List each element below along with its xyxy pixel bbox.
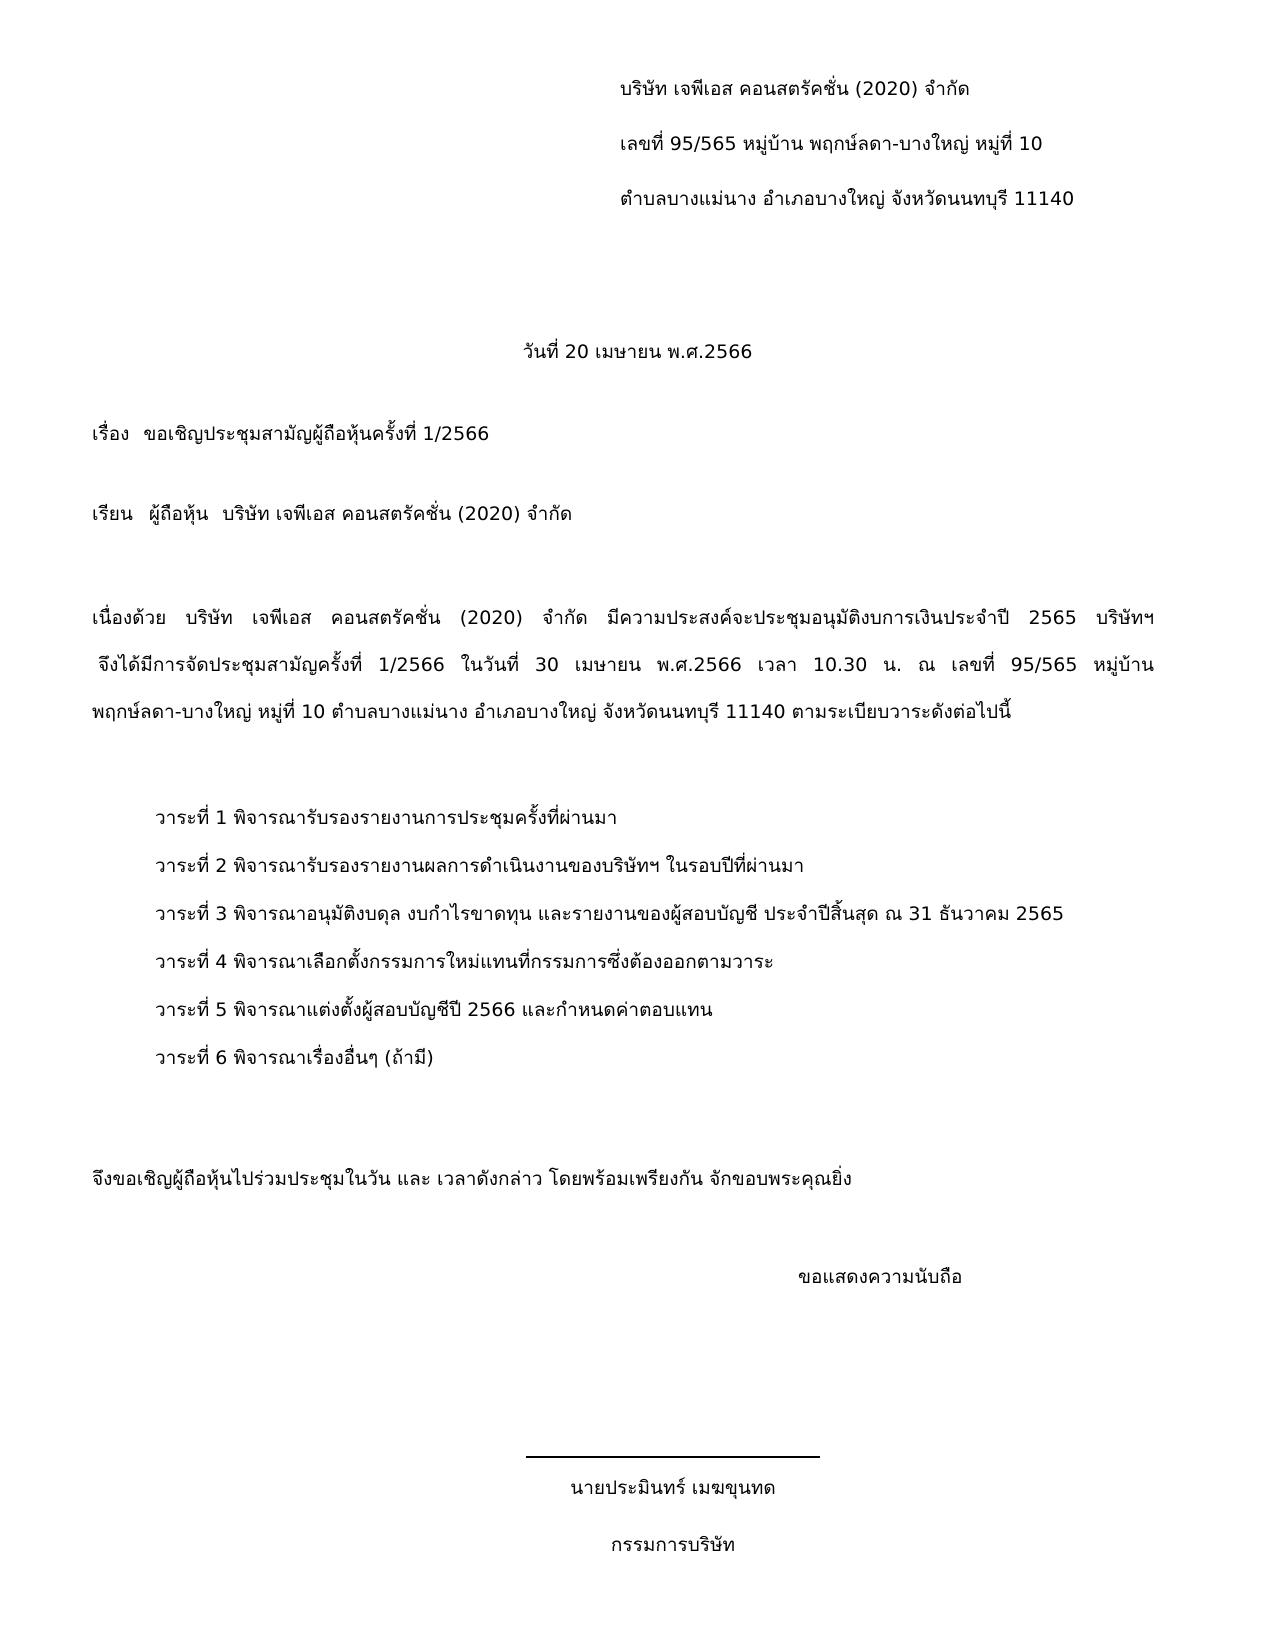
recipient-to: ผู้ถือหุ้น <box>148 503 209 525</box>
closing-sentence: จึงขอเชิญผู้ถือหุ้นไปร่วมประชุมในวัน และ เวลาดังกล่าว โดยพร้อมเพรียงกัน จักขอบพระคุณยิ่ง <box>92 1168 852 1190</box>
agenda-item-5: วาระที่ 5 พิจารณาแต่งตั้งผู้สอบบัญชีปี 2566 และกำหนดค่าตอบแทน <box>155 999 713 1021</box>
agenda-item-3: วาระที่ 3 พิจารณาอนุมัติงบดุล งบกำไรขาดทุน และรายงานของผู้สอบบัญชี ประจำปีสิ้นสุด ณ 31 ธันวาคม 2565 <box>155 903 1065 925</box>
letter-date: วันที่ 20 เมษายน พ.ศ.2566 <box>522 341 753 363</box>
agenda-list <box>155 807 1064 1095</box>
subject-label: เรื่อง <box>92 423 130 445</box>
subject-line <box>92 423 489 446</box>
agenda-item-4: วาระที่ 4 พิจารณาเลือกตั้งกรรมการใหม่แทนที่กรรมการซึ่งต้องออกตามวาระ <box>155 951 774 973</box>
agenda-item-2: วาระที่ 2 พิจารณารับรองรายงานผลการดำเนินงานของบริษัทฯ ในรอบปีที่ผ่านมา <box>155 855 805 877</box>
subject-text: ขอเชิญประชุมสามัญผู้ถือหุ้นครั้งที่ 1/2566 <box>143 423 490 445</box>
body-line-2: จึงได้มีการจัดประชุมสามัญครั้งที่ 1/2566 ในวันที่ 30 เมษายน พ.ศ.2566 เวลา 10.30 น. ณ เลขที่ 95/565 หมู่บ้าน <box>98 654 1154 676</box>
body-line-3: พฤกษ์ลดา-บางใหญ่ หมู่ที่ 10 ตำบลบางแม่นาง อำเภอบางใหญ่ จังหวัดนนทบุรี 11140 ตามระเบียบวาระดังต่อไปนี้ <box>92 701 1012 723</box>
sender-company: บริษัท เจพีเอส คอนสตรัคชั่น (2020) จำกัด <box>620 78 970 100</box>
recipient-line <box>92 503 572 526</box>
signature-line <box>526 1456 820 1458</box>
body-paragraph <box>92 607 1154 748</box>
recipient-company: บริษัท เจพีเอส คอนสตรัคชั่น (2020) จำกัด <box>222 503 573 525</box>
agenda-item-1: วาระที่ 1 พิจารณารับรองรายงานการประชุมครั้งที่ผ่านมา <box>155 807 618 829</box>
signatory-name: นายประมินทร์ เมฆขุนทด <box>570 1477 776 1499</box>
agenda-item-6: วาระที่ 6 พิจารณาเรื่องอื่นๆ (ถ้ามี) <box>155 1047 434 1069</box>
recipient-label: เรียน <box>92 503 133 525</box>
body-line-1: เนื่องด้วย บริษัท เจพีเอส คอนสตรัคชั่น (2020) จำกัด มีความประสงค์จะประชุมอนุมัติงบการเงินประจำปี 2565 บริษัทฯ <box>92 607 1154 629</box>
signatory-title: กรรมการบริษัท <box>610 1534 736 1556</box>
sender-address-line2: ตำบลบางแม่นาง อำเภอบางใหญ่ จังหวัดนนทบุรี 11140 <box>620 188 1075 210</box>
regards: ขอแสดงความนับถือ <box>798 1266 963 1288</box>
sender-address-line1: เลขที่ 95/565 หมู่บ้าน พฤกษ์ลดา-บางใหญ่ หมู่ที่ 10 <box>620 133 1043 155</box>
